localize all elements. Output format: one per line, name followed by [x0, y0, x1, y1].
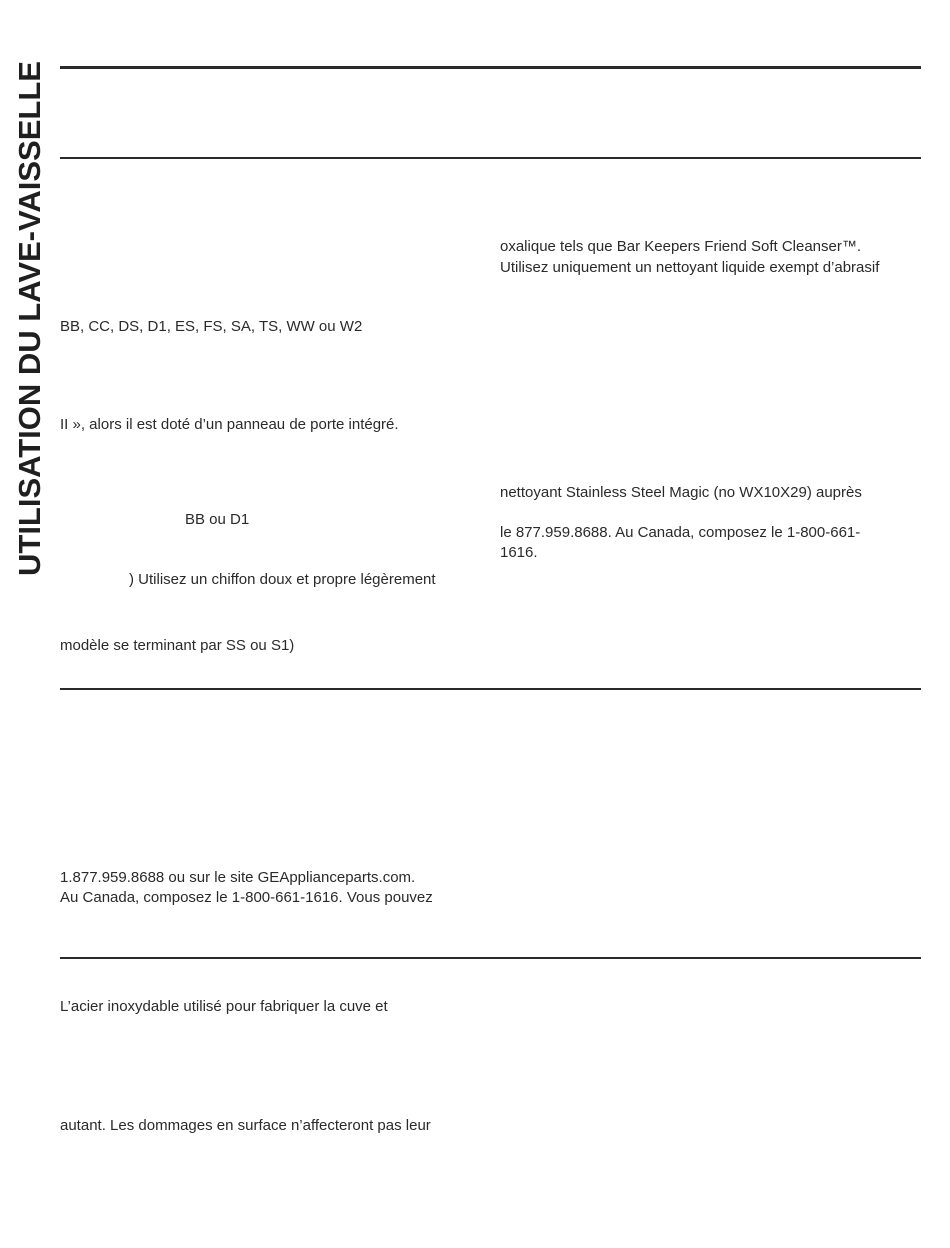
left-text-line: BB, CC, DS, D1, ES, FS, SA, TS, WW ou W2	[60, 318, 363, 335]
left-text-line: II », alors il est doté d’un panneau de porte intégré.	[60, 416, 399, 433]
left-text-line: Au Canada, composez le 1-800-661-1616. Vous pouvez	[60, 889, 433, 906]
right-text-line: 1616.	[500, 544, 538, 561]
right-text-line: nettoyant Stainless Steel Magic (no WX10X29) auprès	[500, 484, 862, 501]
side-section-title: UTILISATION DU LAVE-VAISSELLE	[12, 61, 47, 576]
left-text-line: BB ou D1	[185, 511, 250, 528]
left-text-line: ) Utilisez un chiffon doux et propre légèrement	[129, 571, 436, 588]
left-text-line: L’acier inoxydable utilisé pour fabriquer la cuve et	[60, 998, 388, 1015]
right-text-line: oxalique tels que Bar Keepers Friend Soft Cleanser™.	[500, 238, 862, 255]
right-text-line: Utilisez uniquement un nettoyant liquide exempt d’abrasif	[500, 259, 880, 276]
section-rule-1	[60, 157, 921, 159]
top-rule	[60, 66, 921, 69]
section-rule-2	[60, 688, 921, 690]
right-text-line: le 877.959.8688. Au Canada, composez le 1-800-661-	[500, 524, 861, 541]
left-text-line: 1.877.959.8688 ou sur le site GEApplianceparts.com.	[60, 869, 416, 886]
section-rule-3	[60, 957, 921, 959]
left-text-line: modèle se terminant par SS ou S1)	[60, 637, 295, 654]
left-text-line: autant. Les dommages en surface n’affecteront pas leur	[60, 1117, 431, 1134]
